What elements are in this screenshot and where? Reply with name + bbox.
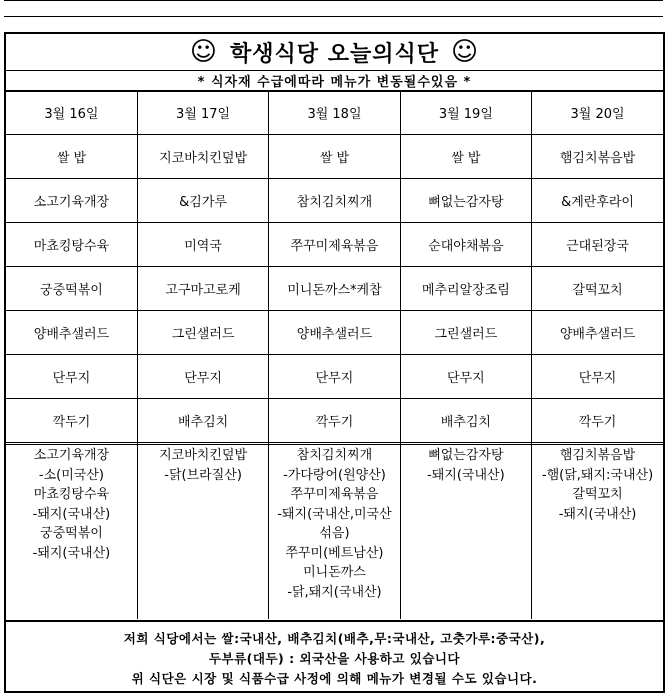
origin-line: -돼지(국내산)	[32, 506, 111, 522]
origin-line: 뼈없는감자탕	[428, 448, 504, 463]
menu-row	[6, 311, 663, 355]
origin-line: 미니돈까스	[303, 565, 366, 580]
menu-item-cell: 근대된장국	[532, 223, 663, 267]
menu-row	[6, 223, 663, 267]
menu-item-cell: 햄김치볶음밥	[532, 135, 663, 179]
menu-frame	[4, 32, 665, 693]
menu-item-cell: 순대야채볶음	[400, 223, 531, 267]
origin-line: -돼지(국내산,미국산	[277, 506, 392, 522]
menu-item-cell: 고구마고로케	[137, 267, 268, 311]
menu-item-cell: 깍두기	[6, 399, 137, 444]
date-cell: 3월 19일	[400, 91, 531, 135]
origin-line: -소(미국산)	[38, 467, 104, 483]
menu-item-cell: 배추김치	[137, 399, 268, 444]
menu-item-cell: &계란후라이	[532, 179, 663, 223]
origin-line: 섞음)	[319, 526, 350, 541]
origin-cell	[400, 438, 531, 619]
menu-item-cell: 단무지	[137, 355, 268, 399]
origin-line: -돼지(국내산)	[32, 545, 111, 561]
menu-item-cell: 그린샐러드	[400, 311, 531, 355]
menu-item-cell: 단무지	[6, 355, 137, 399]
origin-line: -돼지(국내산)	[558, 506, 637, 522]
origin-line: 궁중떡볶이	[40, 526, 103, 541]
date-header-row	[6, 91, 663, 135]
menu-item-cell: 배추김치	[400, 399, 531, 444]
menu-row	[6, 179, 663, 223]
origin-table	[6, 438, 663, 619]
origin-line: 갈떡꼬치	[572, 487, 623, 502]
menu-item-cell: 양배추샐러드	[269, 311, 400, 355]
menu-item-cell: 쌀 밥	[6, 135, 137, 179]
origin-line: 햄김치볶음밥	[559, 448, 636, 463]
menu-row	[6, 267, 663, 311]
origin-line: 참치김치찌개	[296, 448, 373, 463]
origin-footer-notice	[6, 620, 663, 693]
notice-subtitle: * 식자재 수급에따라 메뉴가 변동될수있음 *	[6, 70, 663, 92]
menu-item-cell: 지코바치킨덮밥	[137, 135, 268, 179]
menu-item-cell: 단무지	[532, 355, 663, 399]
origin-line: 쭈꾸미제육볶음	[290, 487, 379, 502]
smiley-icon: ☺	[450, 37, 480, 67]
origin-line: -닭(브라질산)	[164, 467, 242, 483]
menu-item-cell: &김가루	[137, 179, 268, 223]
origin-line: 지코바치킨덮밥	[159, 448, 248, 463]
menu-item-cell: 갈떡꼬치	[532, 267, 663, 311]
smiley-icon: ☺	[189, 37, 219, 67]
menu-item-cell: 그린샐러드	[137, 311, 268, 355]
footer-line: 위 식단은 시장 및 식품수급 사정에 의해 메뉴가 변경될 수도 있습니다.	[131, 671, 538, 686]
menu-item-cell: 쭈꾸미제육볶음	[269, 223, 400, 267]
origin-line: -햄(닭,돼지:국내산)	[541, 467, 654, 483]
origin-line: 마쵸킹탕수육	[33, 487, 110, 502]
menu-row	[6, 399, 663, 444]
title-text: 학생식당 오늘의식단	[230, 41, 439, 67]
origin-line: 소고기육개장	[33, 448, 110, 463]
menu-sheet	[4, 0, 663, 693]
origin-cell	[532, 438, 663, 619]
menu-item-cell: 미역국	[137, 223, 268, 267]
menu-item-cell: 쌀 밥	[400, 135, 531, 179]
grid-line	[4, 16, 663, 17]
origin-line: -닭,돼지(국내산)	[287, 584, 382, 600]
menu-item-cell: 쌀 밥	[269, 135, 400, 179]
footer-line: 두부류(대두) : 외국산을 사용하고 있습니다	[208, 651, 461, 666]
date-cell: 3월 20일	[532, 91, 663, 135]
page-title	[6, 34, 663, 70]
date-cell: 3월 18일	[269, 91, 400, 135]
menu-item-cell: 단무지	[269, 355, 400, 399]
origin-cell	[137, 438, 268, 619]
menu-item-cell: 양배추샐러드	[532, 311, 663, 355]
menu-item-cell: 양배추샐러드	[6, 311, 137, 355]
menu-item-cell: 깍두기	[532, 399, 663, 444]
date-cell: 3월 17일	[137, 91, 268, 135]
origin-line: -돼지(국내산)	[427, 467, 505, 483]
origin-line: 쭈꾸미(베트남산)	[285, 545, 384, 561]
date-cell: 3월 16일	[6, 91, 137, 135]
menu-row	[6, 135, 663, 179]
menu-item-cell: 소고기육개장	[6, 179, 137, 223]
menu-item-cell: 뼈없는감자탕	[400, 179, 531, 223]
menu-item-cell: 궁중떡볶이	[6, 267, 137, 311]
menu-item-cell: 메추리알장조림	[400, 267, 531, 311]
menu-item-cell: 마쵸킹탕수육	[6, 223, 137, 267]
footer-line: 저희 식당에서는 쌀:국내산, 배추김치(배추,무:국내산, 고춧가루:중국산),	[123, 631, 546, 646]
menu-item-cell: 깍두기	[269, 399, 400, 444]
menu-item-cell: 참치김치찌개	[269, 179, 400, 223]
origin-cell	[269, 438, 400, 619]
origin-cell	[6, 438, 137, 619]
menu-item-cell: 미니돈까스*케찹	[269, 267, 400, 311]
origin-line: -가다랑어(원양산)	[283, 467, 386, 483]
menu-row	[6, 355, 663, 399]
menu-table	[6, 91, 663, 445]
grid-line	[4, 0, 663, 1]
menu-item-cell: 단무지	[400, 355, 531, 399]
